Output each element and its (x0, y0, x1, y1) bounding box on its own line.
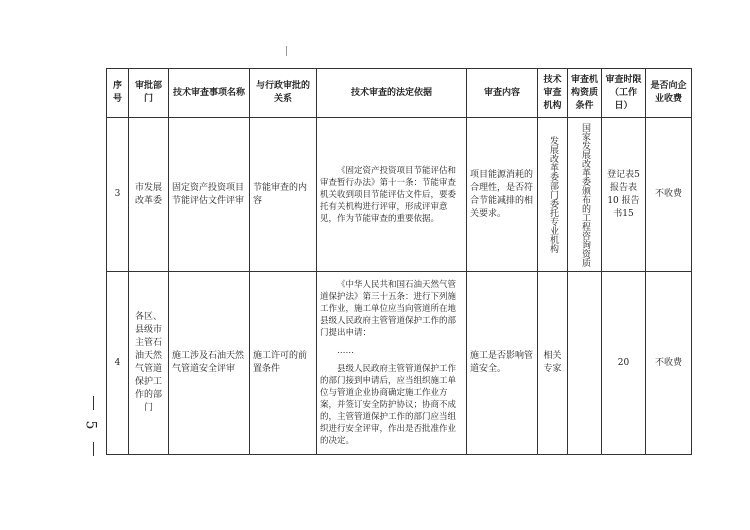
row-time-limit: 20 (602, 272, 646, 455)
row-review-content: 项目能源消耗的合理性，是否符合节能减排的相关要求。 (467, 118, 538, 272)
row-no: 3 (107, 118, 129, 272)
row-dept: 各区、县级市主管石油天然气管道保护工作的部门 (129, 272, 169, 455)
header-relation: 与行政审批的关系 (250, 69, 317, 118)
legal-basis-paragraph: 县级人民政府主管管道保护工作的部门接到申请后，应当组织施工单位与管道企业协商确定施工作业方案，并签订安全防护协议；协商不成的，主管管道保护工作的部门应当组织进行安全评审，作出是否批准作业的决定。 (320, 364, 457, 446)
row-time-limit: 登记表5 报告表10 报告书15 (602, 118, 646, 272)
header-agency: 技术审查机构 (538, 69, 568, 118)
row-qualification: 国家发展改革委颁布的工程咨询资质 (568, 118, 602, 272)
table-row (107, 272, 692, 455)
header-basis: 技术审查的法定依据 (317, 69, 467, 118)
row-no: 4 (107, 272, 129, 455)
header-no: 序号 (107, 69, 129, 118)
row-fee: 不收费 (646, 118, 692, 272)
page-number-text: 5 (82, 420, 99, 430)
page-number (82, 396, 106, 456)
header-qualification: 审查机构资质条件 (568, 69, 602, 118)
header-fee: 是否向企业收费 (646, 69, 692, 118)
legal-basis-paragraph: 《中华人民共和国石油天然气管道保护法》第三十五条：进行下列施工作业，施工单位应当向管道所在地县级人民政府主管管道保护工作的部门提出申请： (320, 280, 457, 338)
header-dept: 审批部门 (129, 69, 169, 118)
row-fee: 不收费 (646, 272, 692, 455)
legal-basis-ellipsis: …… (337, 346, 354, 356)
row-legal-basis (317, 272, 467, 455)
header-name: 技术审查事项名称 (169, 69, 250, 118)
row-review-content: 施工是否影响管道安全。 (467, 272, 538, 455)
page-number-dash-bottom (93, 442, 94, 456)
row-relation: 施工许可的前置条件 (250, 272, 317, 455)
row-qualification (568, 272, 602, 455)
legal-basis-paragraph: 《固定资产投资项目节能评估和审查暂行办法》第十一条：节能审查机关收到项目节能评估文件后，要委托有关机构进行评审，形成评审意见，作为节能审查的重要依据。 (320, 165, 457, 224)
table-header-row (107, 69, 692, 118)
review-items-table (106, 68, 692, 455)
row-dept: 市发展改革委 (129, 118, 169, 272)
row-item-name: 固定资产投资项目节能评估文件评审 (169, 118, 250, 272)
row-relation: 节能审查的内容 (250, 118, 317, 272)
row-legal-basis (317, 118, 467, 272)
page-number-dash-top (93, 396, 94, 410)
header-content: 审查内容 (467, 69, 538, 118)
row-agency: 相关专家 (538, 272, 568, 455)
header-time-limit: 审查时限（工作日） (602, 69, 646, 118)
row-item-name: 施工涉及石油天然气管道安全评审 (169, 272, 250, 455)
top-tick-mark (286, 46, 287, 56)
row-agency: 发展改革委部门委托专业机构 (538, 118, 568, 272)
table-row (107, 118, 692, 272)
